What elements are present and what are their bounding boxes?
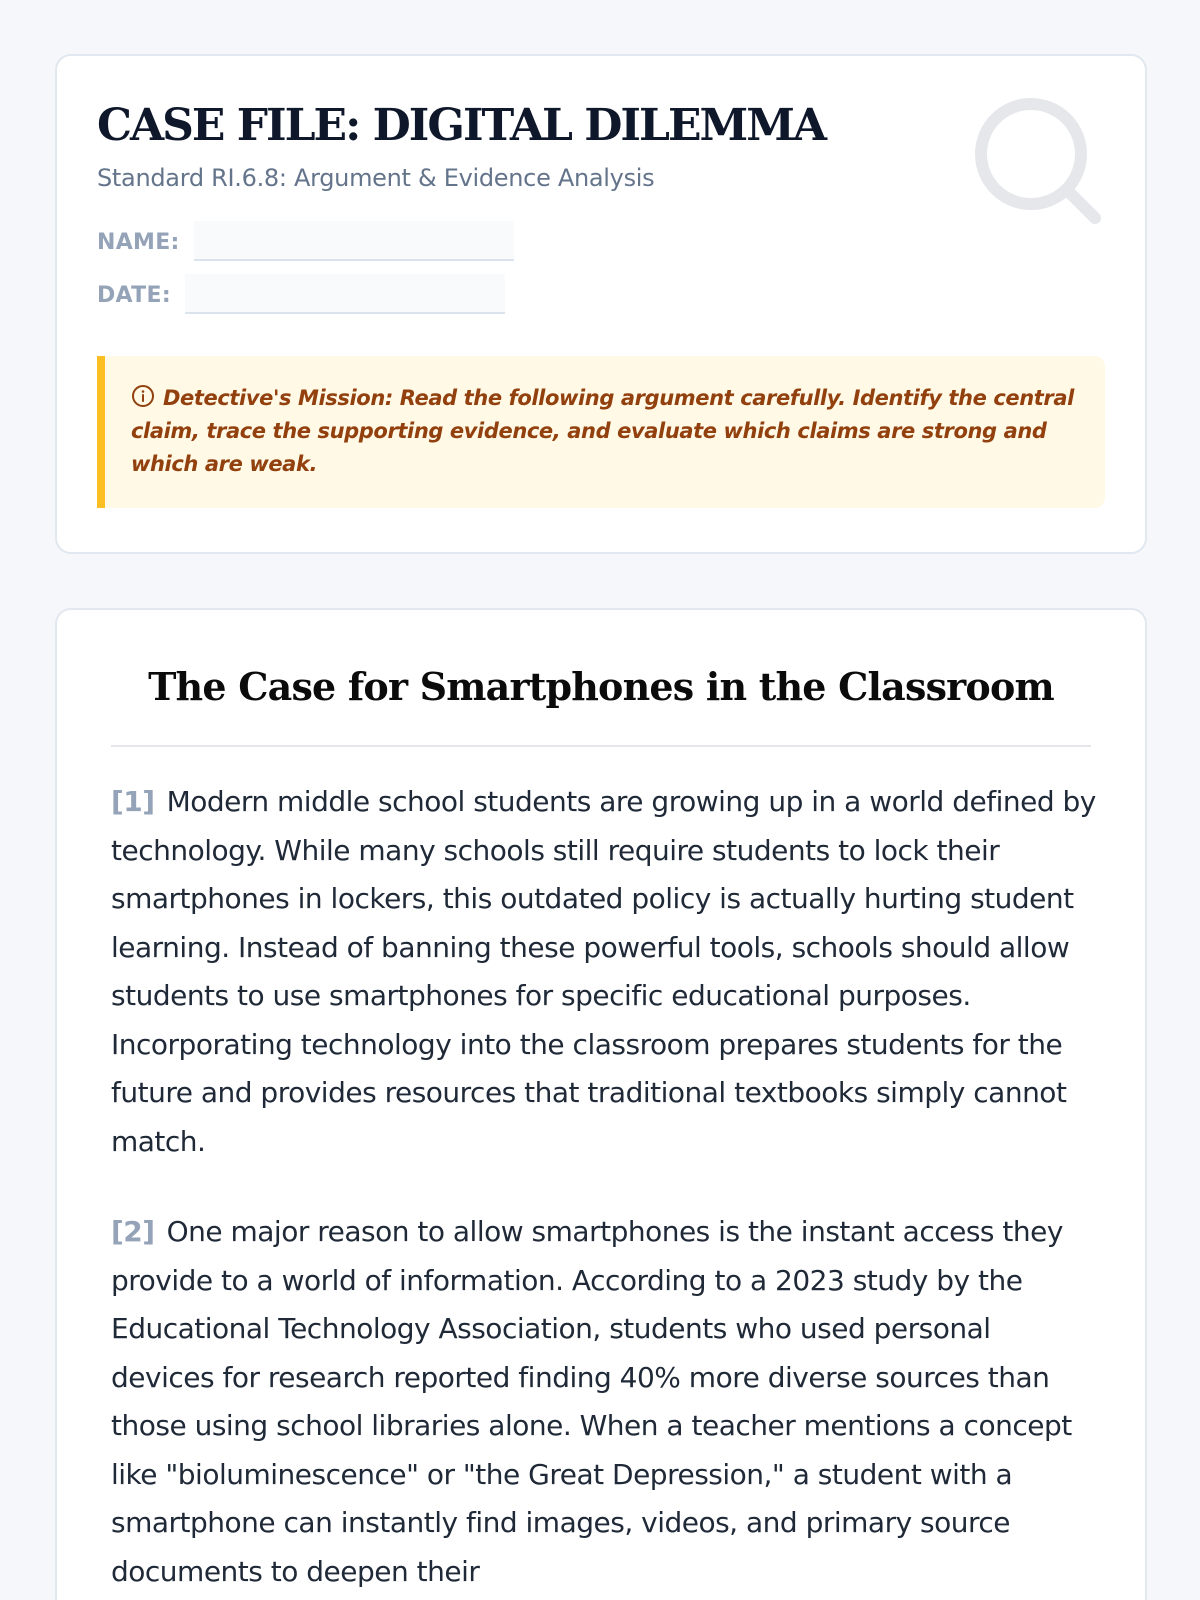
- name-input[interactable]: [194, 221, 514, 261]
- case-file-header-card: [55, 54, 1147, 554]
- date-field-row: [97, 274, 505, 314]
- detective-mission-callout: [97, 356, 1105, 508]
- paragraph-text: Modern middle school students are growing up in a world defined by technology. While many schools still require students to lock their smartphones in lockers, this outdated policy is actually hurting student learning. Instead of banning these powerful tools, schools should allow students to use smartphones for specific educational purposes. Incorporating technology into the classroom prepares students for the future and provides resources that traditional textbooks simply cannot match.: [111, 785, 1096, 1158]
- paragraph-number: [1]: [111, 785, 155, 818]
- title-divider: [111, 745, 1091, 747]
- date-label: DATE:: [97, 283, 171, 308]
- passage-paragraph: [111, 1208, 1101, 1596]
- paragraph-number: [2]: [111, 1215, 155, 1248]
- standard-subtitle: Standard RI.6.8: Argument & Evidence Analysis: [97, 164, 655, 192]
- name-label: NAME:: [97, 230, 180, 255]
- passage-title: The Case for Smartphones in the Classroom: [148, 664, 1054, 709]
- mission-text: Detective's Mission: Read the following argument carefully. Identify the central claim, trace the supporting evidence, and evaluate which claims are strong and which are weak.: [131, 386, 1074, 476]
- passage-paragraph: [111, 778, 1101, 1166]
- paragraph-text: One major reason to allow smartphones is the instant access they provide to a world of information. According to a 2023 study by the Educational Technology Association, students who used personal devices for research reported finding 40% more diverse sources than those using school libraries alone. When a teacher mentions a concept like "bioluminescence" or "the Great Depression," a student with a smartphone can instantly find images, videos, and primary source documents to deepen their: [111, 1215, 1072, 1588]
- info-icon: [131, 384, 155, 408]
- magnifying-glass-icon: [969, 92, 1109, 232]
- page-title: CASE FILE: DIGITAL DILEMMA: [97, 100, 826, 151]
- date-input[interactable]: [185, 274, 505, 314]
- passage-card: [55, 608, 1147, 1600]
- name-field-row: [97, 221, 514, 261]
